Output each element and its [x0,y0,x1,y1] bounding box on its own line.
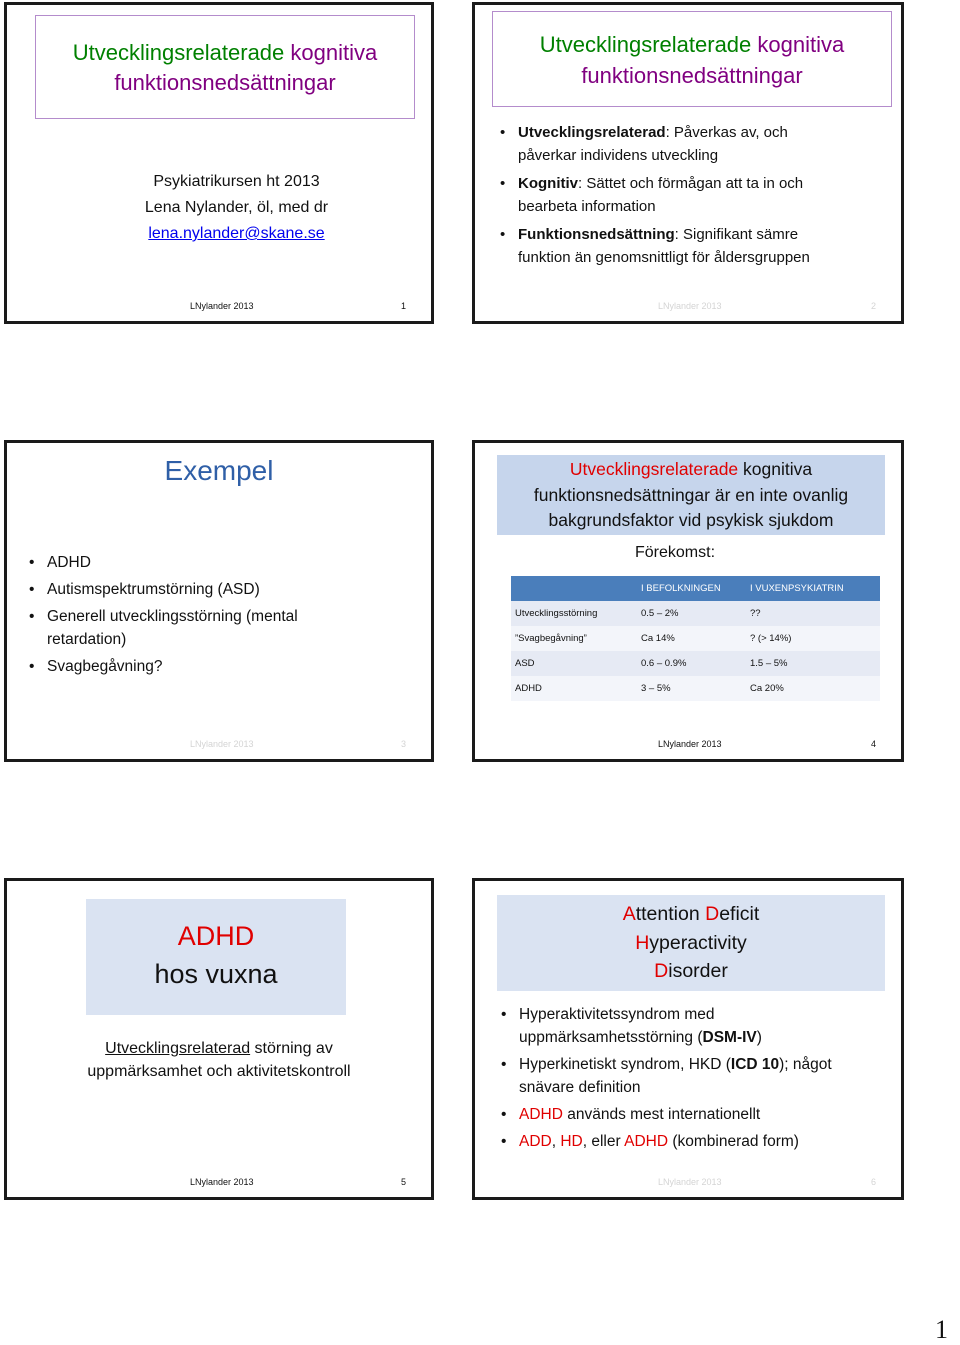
table-cell: Ca 20% [746,676,880,701]
bullet-adhd-international [501,1103,893,1126]
table-row [511,651,880,676]
slide-4-subtitle: Förekomst: [635,544,716,561]
bullet-term: Funktionsnedsättning [518,226,675,243]
slide-1-footer [7,301,431,315]
bullet-term: DSM-IV [702,1029,757,1046]
bullet-subtypes [501,1130,893,1153]
example-svagbegavning [29,655,421,678]
table-header-cell: I VUXENPSYKIATRIN [746,576,880,601]
slide-2-title-b: kognitiva [757,32,845,57]
slide-2-bullets [500,121,891,273]
title-initial: H [635,931,650,954]
bullet-text: påverkar individens utveckling [518,147,719,164]
bullet-text: Autismspektrumstörning (ASD) [47,581,260,598]
table-header-cell [511,576,637,601]
slide-6-footer [475,1177,901,1191]
bullet-term: Kognitiv [518,175,578,192]
example-utvecklingsstorning [29,605,421,651]
slide-2-footer [475,301,901,315]
bullet-dsm [501,1003,893,1049]
bullet-text: Hyperkinetiskt syndrom, HKD ( [519,1056,731,1073]
slide-1-title-c: funktionsnedsättningar [114,70,336,95]
title-word: eficit [719,903,760,925]
table-row [511,676,880,701]
slide-4-title-d: bakgrundsfaktor vid psykisk sjukdom [548,510,834,530]
footer-slide-number: 1 [400,301,406,311]
bullet-text: bearbeta information [518,198,656,215]
table-cell: 0.5 – 2% [637,601,746,626]
slide-2-title-c: funktionsnedsättningar [581,63,803,88]
bullet-text: funktion än genomsnittligt för åldersgruppen [518,249,810,266]
bullet-text: : Signifikant sämre [674,226,799,243]
slide-2-title-box [492,11,892,107]
slide-3-footer [7,739,431,753]
slide-6 [472,878,904,1200]
slide-5-footer [7,1177,431,1191]
bullet-kognitiv [500,172,891,218]
bullet-text: : Påverkas av, och [665,124,788,141]
slide-3-bullets [29,551,421,682]
footer-slide-number: 4 [870,739,876,749]
bullet-text: : Sättet och förmågan att ta in och [578,175,804,192]
bullet-text: ADHD [47,554,91,571]
bullet-text: ) [756,1029,762,1046]
table-header-cell: I BEFOLKNINGEN [637,576,746,601]
table-cell: 3 – 5% [637,676,746,701]
footer-author: LNylander 2013 [190,301,254,311]
table-cell: 1.5 – 5% [746,651,880,676]
slide-5-title-box [86,899,346,1015]
slide-2-title-a: Utvecklingsrelaterade [539,32,752,57]
table-row [511,626,880,651]
title-word: yperactivity [649,931,747,954]
footer-slide-number: 2 [870,301,876,311]
slide-6-bullets [501,1003,893,1157]
footer-slide-number: 5 [400,1177,406,1187]
bullet-text: , [551,1133,561,1150]
table-header-row [511,576,880,601]
title-word: ttention [635,903,706,925]
table-cell: ASD [511,651,637,676]
author-email[interactable]: lena.nylander@skane.se [148,225,325,242]
slide-2 [472,2,904,324]
slide-4-title-c: funktionsnedsättningar är en inte ovanlig [533,484,849,505]
footer-author: LNylander 2013 [190,739,254,749]
bullet-text: , eller [582,1133,625,1150]
bullet-text: uppmärksamhetsstörning ( [519,1029,703,1046]
bullet-term: ADHD [624,1133,669,1150]
table-cell: Ca 14% [637,626,746,651]
table-cell: ADHD [511,676,637,701]
slide-4-title-box [497,455,885,535]
bullet-term: ADD [519,1133,552,1150]
table-cell: ? (> 14%) [746,626,880,651]
slide-3 [4,440,434,762]
bullet-text: Generell utvecklingsstörning (mental [47,608,298,625]
footer-slide-number: 6 [870,1177,876,1187]
table-cell: ”Svagbegåvning” [511,626,637,651]
slide-5-title-sub: hos vuxna [154,959,278,989]
bullet-text: används mest internationellt [562,1106,761,1123]
description-underlined: Utvecklingsrelaterad [105,1040,251,1057]
page-number: 1 [935,1315,948,1344]
example-adhd [29,551,421,574]
prevalence-table [511,576,880,701]
bullet-text: Hyperaktivitetssyndrom med [519,1006,715,1023]
bullet-term: HD [560,1133,583,1150]
slide-1-subtitle [7,169,431,247]
bullet-text: ); något [779,1056,832,1073]
bullet-term: ADHD [519,1106,563,1123]
slide-1-title-b: kognitiva [290,40,378,65]
slide-5-title-adhd: ADHD [177,921,255,951]
bullet-funktionsnedsattning [500,223,891,269]
slide-1-title-a: Utvecklingsrelaterade [72,40,285,65]
slide-5-description [7,1037,431,1083]
table-cell: ?? [746,601,880,626]
footer-slide-number: 3 [400,739,406,749]
title-word: isorder [668,960,728,982]
footer-author: LNylander 2013 [190,1177,254,1187]
slide-4-title-b: kognitiva [738,459,813,479]
bullet-text: retardation) [47,631,127,648]
slide-4 [472,440,904,762]
footer-author: LNylander 2013 [658,1177,722,1187]
title-initial: D [705,903,720,925]
bullet-term: ICD 10 [730,1056,780,1073]
bullet-term: Utvecklingsrelaterad [518,124,666,141]
table-cell: Utvecklingsstörning [511,601,637,626]
footer-author: LNylander 2013 [658,301,722,311]
bullet-text: Svagbegåvning? [47,658,163,675]
title-initial: A [622,903,636,925]
description-text: uppmärksamhet och aktivitetskontroll [87,1063,351,1080]
bullet-utvecklingsrelaterad [500,121,891,167]
slide-6-title-box [497,895,885,991]
table-row [511,601,880,626]
footer-author: LNylander 2013 [658,739,722,749]
table-cell: 0.6 – 0.9% [637,651,746,676]
bullet-icd [501,1053,893,1099]
author-name: Lena Nylander, öl, med dr [144,199,329,216]
course-name: Psykiatrikursen ht 2013 [153,173,320,190]
slide-1 [4,2,434,324]
bullet-text: (kombinerad form) [668,1133,799,1150]
slide-5 [4,878,434,1200]
slide-4-footer [475,739,901,753]
slide-3-title: Exempel [164,455,274,486]
title-initial: D [654,960,669,982]
slide-4-title-a: Utvecklingsrelaterade [569,459,739,479]
slide-1-title-box [35,15,415,119]
description-text: störning av [250,1040,333,1057]
example-asd [29,578,421,601]
bullet-text: snävare definition [519,1079,641,1096]
